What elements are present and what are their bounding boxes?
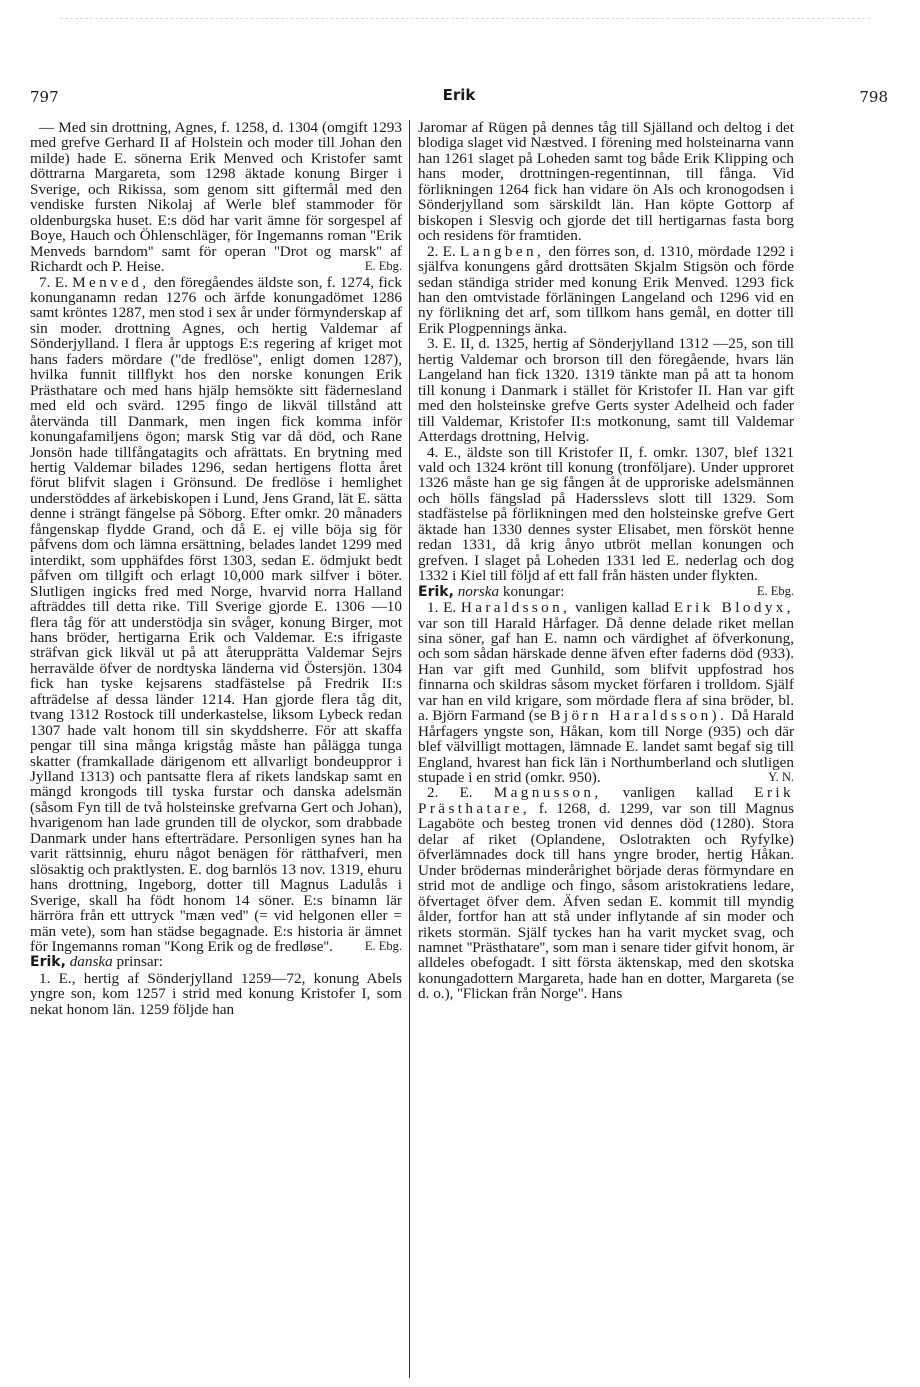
- entry-number: 2. E.: [427, 784, 473, 802]
- entry-text: den föregåendes äldste son, f. 1274, fick konunganamn redan 1276 och ärfde konungadömet 1286 samt kröntes 1287, men stod i sex år under förmynderskap af sin moder. drottning Agnes, och hertig Valdemar af Sönderjylland. I flera år upptogs E:s regering af kriget mot hans faders mördare (''de fredlöse'', enligt domen 1287), hvilka funnit tillflykt hos den norske konungen Erik Prästhatare och med hans hjälp hemsökte sitt fädernesland med eld och svärd. 1295 fingo de likväl tillstånd att återvända till Danmark, men ingen fick komma inför konungafamiljens ögon; marsk Stig var då död, och Rane Jonsön hade tillfångatagits och afrättats. En brytning med hertig Valdemar bilades 1296, sedan hertigens flotta året förut blifvit slagen i Grönsund. De fredlöse i hemlighet understöddes af ärkebiskopen i Lund, Jens Grand, lät E. sätta denne i strängt fängelse på Söborg. Efter omkr. 20 månaders fångenskap flydde Grand, och då E. ej ville böja sig för påfvens dom och lämna ersättning, belades landet 1299 med interdikt, som upphäfdes först 1303, sedan E. ödmjukt bedt påfven om tillgift och erlagt 10,000 mark silfver i böter. Slutligen ingicks fred med Norge, hvarvid norra Halland afträddes till detta rike. Till Sverige gjorde E. 1306 —10 flera tåg för att understödja sin svåger, konung Birger, mot hans bröder, hertigarna Erik och Valdemar. E:s ifrigaste sträfvan gick likväl ut på att återupprätta Valdemar Sejrs herravälde öfver de nordtyska länderna vid Östersjön. 1304 fick han tyske kejsarens stadfästelse på Fredrik II:s afträdelse af dessa länder 1214. Han gjorde flera tåg dit, tvang 1312 Rostock till underkastelse, liksom Lybeck redan 1307 hade valt honom till sin skyddsherre. För att skaffa pengar till sina många krigståg måste han pålägga tunga skatter (framkallade därigenom ett allvarligt bondeuppror i Jylland 1313) och pantsatte flera af rikets landskap samt en mängd krongods till tyska furstar och danska adelsmän (såsom Fyn till de två holsteinske grefvarna Gert och Johan), hvarigenom han lade grunden till de olyckor, som drabbade Danmark under hans efterträdare. Personligen synes han ha varit rättsinnig, ehuru något benägen för rätthafveri, men slösaktig och praktlysten. E. dog barnlös 13 nov. 1319, ehuru hans drottning, Ingeborg, dotter till Magnus Ladulås i Sverige, skall ha födt honom 14 söner. E:s binamn lär härröra från ett uttryck ''mæn ved'' (= vid helgonen eller = män vete), som han städse begagnade. E:s historia är ämnet för Ingemanns roman ''Kong Erik og de fredløse''.: [30, 273, 402, 956]
- entry-text: 4. E., äldste son till Kristofer II, f. omkr. 1307, blef 1321 vald och 1324 krönt till konung (tronföljare). Under upproret 1326 måste han ge sig fången åt de upproriske adelsmännen och hölls fängslad på Hadersslevs slott till 1329. Som stadfästelse på förlikningen med den holsteinske grefve Gert äktade han 1330 dennes syster Elisabet, men försköt henne redan 1331, då krig ånyo utbröt mellan konungen och grefven. I slaget på Loheden 1331 led E. nederlag och dog 1332 i Kiel till följd af ett fall från hästen under flykten.: [418, 443, 794, 585]
- author-signature: Y. N.: [768, 770, 794, 785]
- entry-erik-prasthatare: [418, 785, 794, 1001]
- subheading-danish-princes: [30, 954, 402, 970]
- entry-epithet: Erik Prästhatare,: [418, 784, 794, 817]
- right-page-number: 798: [859, 88, 888, 106]
- entry-name: Menved,: [72, 273, 150, 291]
- subheading-rest: konungar:: [502, 582, 565, 600]
- entry-erik-sonderjylland: [30, 971, 402, 1017]
- left-page-number: 797: [30, 88, 59, 106]
- paragraph-continuation: [418, 120, 794, 244]
- author-signature: E. Ebg.: [756, 583, 794, 598]
- entry-erik-menved: [30, 275, 402, 955]
- column-divider: [409, 120, 410, 1378]
- subheading-word: Erik,: [418, 583, 454, 600]
- entry-number: 7. E.: [39, 273, 68, 291]
- right-column: [418, 120, 794, 1382]
- subheading-norwegian-kings: [418, 584, 794, 600]
- entry-erik-blodyx: [418, 600, 794, 785]
- subheading-qualifier: danska: [69, 953, 113, 971]
- running-headword: Erik: [442, 86, 476, 104]
- entry-text: var son till Harald Hårfager. Då denne delade riket mellan sina söner, gaf han E. namn och värdighet af öfverkonung, och som sådan härskade denne äfven efter faderns död (933). Han var gift med Gunhild, som blifvit uppfostrad hos finnarna och skildras såsom mycket förfaren i trolldom. Själf var han en vild krigare, som mördade flera af sina bröder, bl. a. Björn Farmand (se: [418, 614, 794, 725]
- entry-text: vanligen kallad: [575, 599, 670, 617]
- left-column: [30, 120, 402, 1382]
- entry-erik-langben: [418, 244, 794, 337]
- entry-name: Langben,: [460, 242, 545, 260]
- cross-reference: Björn Haraldsson).: [550, 707, 728, 725]
- page-header: [30, 84, 888, 110]
- entry-text: den förres son, d. 1310, mördade 1292 i själfva konungens gård drottsäten Skjalm Stigsön och förde sedan ständiga strider med konung Erik Menved. 1293 fick han den omtvistade förläningen Langeland och 1296 vid en ny förlikning det arf, som tillkom hans gemål, en dotter till Erik Plogpennings änka.: [418, 242, 794, 337]
- author-signature: E. Ebg.: [364, 259, 402, 274]
- author-signature: E. Ebg.: [364, 939, 402, 954]
- entry-number: 1. E.: [427, 599, 457, 617]
- paragraph-agnes: [30, 120, 402, 275]
- paragraph-text: — Med sin drottning, Agnes, f. 1258, d. 1304 (omgift 1293 med grefve Gerhard II af Holstein och moder till Johan den milde) hade E. sönerna Erik Menved och Kristofer samt döttrarna Margareta, som 1298 äktade konung Birger i Sverige, och Rikissa, som genom sitt giftermål med den vendiske fursten Nikolaj af Werle blef stammoder för oldenburgska huset. E:s död har varit ämne för sorgespel af Boye, Hauch och Öhlenschläger, för Ingemanns roman ''Erik Menveds barndom'' samt för operan ''Drot og marsk'' af Richardt och P. Heise.: [30, 120, 402, 276]
- entry-text: 1. E., hertig af Sönderjylland 1259—72, konung Abels yngre son, kom 1257 i strid med konung Kristofer I, som nekat honom län. 1259 följde han: [30, 969, 402, 1018]
- entry-erik-ii: [418, 336, 794, 444]
- entry-name: Magnusson,: [493, 784, 602, 802]
- subheading-rest: prinsar:: [116, 953, 163, 971]
- entry-epithet: Erik Blodyx,: [673, 599, 794, 617]
- paragraph-text: Jaromar af Rügen på dennes tåg till Själland och deltog i det blodiga slaget vid Næstved. I förening med holsteinarna vann han 1261 slaget på Loheden samt tog både Erik Klipping och hans moder, drottningen-regentinnan, till fånga. Vid förlikningen 1264 fick han vidare ön Als och kronogodsen i Sönderjylland som särskildt län. Han köpte Gottorp af biskopen i Slesvig och gjorde det till hertigarnas fasta borg och residens för framtiden.: [418, 120, 794, 245]
- entry-text: f. 1268, d. 1299, var son till Magnus Lagaböte och besteg tronen vid dennes död (1280). Stora delar af riket (Oplandene, Oslotrakten och Ryfylke) öfverlämnades dock till hans yngre broder, hertig Håkan. Under brödernas minderårighet började deras förmyndare en strid mot de andlige och fingo, såsom aristokratiens ledare, öfvertaget öfver dem. Äfven sedan E. kommit till myndig ålder, fortfor han att stå under inflytande af sin moder och rikets stormän. Själf tyckes han ha varit mycket svag, och namnet ''Prästhatare'', som man i senare tider gifvit honom, är alldeles obefogadt. I sitt första äktenskap, med den skotska konungadottern Margareta, hade han en dotter, Margareta (se d. o.), ''Flickan från Norge''. Hans: [418, 799, 794, 1003]
- entry-text: 3. E. II, d. 1325, hertig af Sönderjylland 1312 —25, son till hertig Valdemar och brorson till den föregående, hvars län Langeland han fick 1320. 1319 tänkte man på att ta honom till konung i Danmark i stället för Kristofer II. Han var gift med den holsteinske grefve Gerts syster Adelheid och fader till Valdemar, Kristofer II:s motkonung, samt till Valdemar Atterdags drottning, Helvig.: [418, 335, 794, 446]
- subheading-word: Erik,: [30, 954, 66, 971]
- subheading-qualifier: norska: [457, 582, 500, 600]
- top-scan-line: [60, 18, 870, 19]
- entry-text: vanligen kallad: [622, 784, 734, 802]
- entry-text: Då Harald Hårfagers yngste son, Håkan, kom till Norge (935) och där blef välvilligt mottagen, lämnade E. landet samt begaf sig till England, hvarest han fick län i Northumberland och slutligen stupade i en strid (omkr. 950).: [418, 707, 794, 787]
- entry-number: 2. E.: [427, 242, 456, 260]
- entry-name: Haraldsson,: [460, 599, 571, 617]
